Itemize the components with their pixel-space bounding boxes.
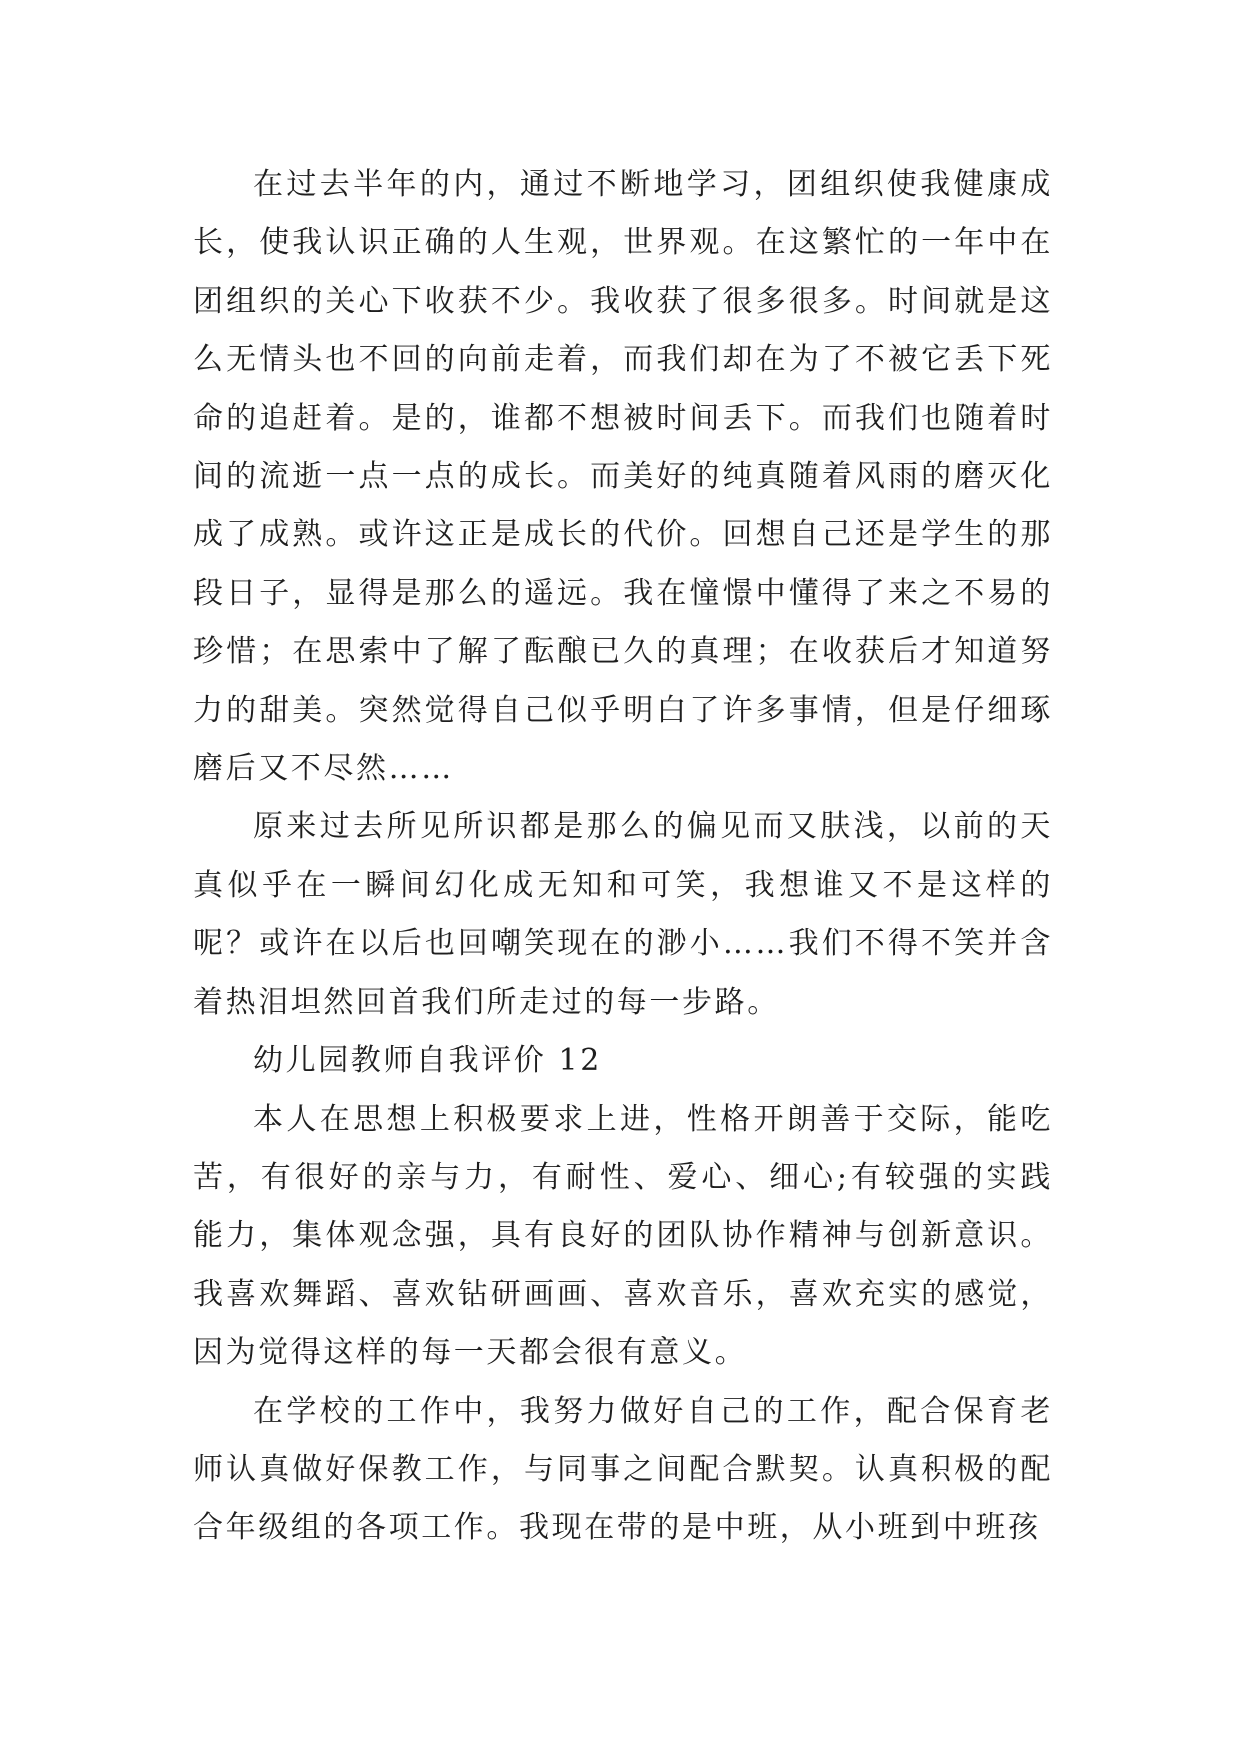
paragraph-looking-back: 原来过去所见所识都是那么的偏见而又肤浅，以前的天真似乎在一瞬间幻化成无知和可笑，我想谁又不是这样的呢？或许在以后也回嘲笑现在的渺小……我们不得不笑并含着热泪坦然回首我们所走过的每一步路。 — [193, 809, 1053, 1020]
document-body — [193, 156, 1053, 1558]
paragraph-growth-reflection: 在过去半年的内，通过不断地学习，团组织使我健康成长，使我认识正确的人生观，世界观。在这繁忙的一年中在团组织的关心下收获不少。我收获了很多很多。时间就是这么无情头也不回的向前走着，而我们却在为了不被它丢下死命的追赶着。是的，谁都不想被时间丢下。而我们也随着时间的流逝一点一点的成长。而美好的纯真随着风雨的磨灭化成了成熟。或许这正是成长的代价。回想自己还是学生的那段日子，显得是那么的遥远。我在憧憬中懂得了来之不易的珍惜；在思索中了解了酝酿已久的真理；在收获后才知道努力的甜美。突然觉得自己似乎明白了许多事情，但是仔细琢磨后又不尽然…… — [193, 167, 1053, 787]
section-title: 幼儿园教师自我评价 12 — [253, 1043, 602, 1079]
paragraph-self-assessment: 本人在思想上积极要求上进，性格开朗善于交际，能吃苦，有很好的亲与力，有耐性、爱心、细心;有较强的实践能力，集体观念强，具有良好的团队协作精神与创新意识。我喜欢舞蹈、喜欢钻研画画、喜欢音乐，喜欢充实的感觉，因为觉得这样的每一天都会很有意义。 — [193, 1101, 1053, 1371]
paragraph-work-at-school: 在学校的工作中，我努力做好自己的工作，配合保育老师认真做好保教工作，与同事之间配合默契。认真积极的配合年级组的各项工作。我现在带的是中班，从小班到中班孩 — [193, 1393, 1053, 1546]
